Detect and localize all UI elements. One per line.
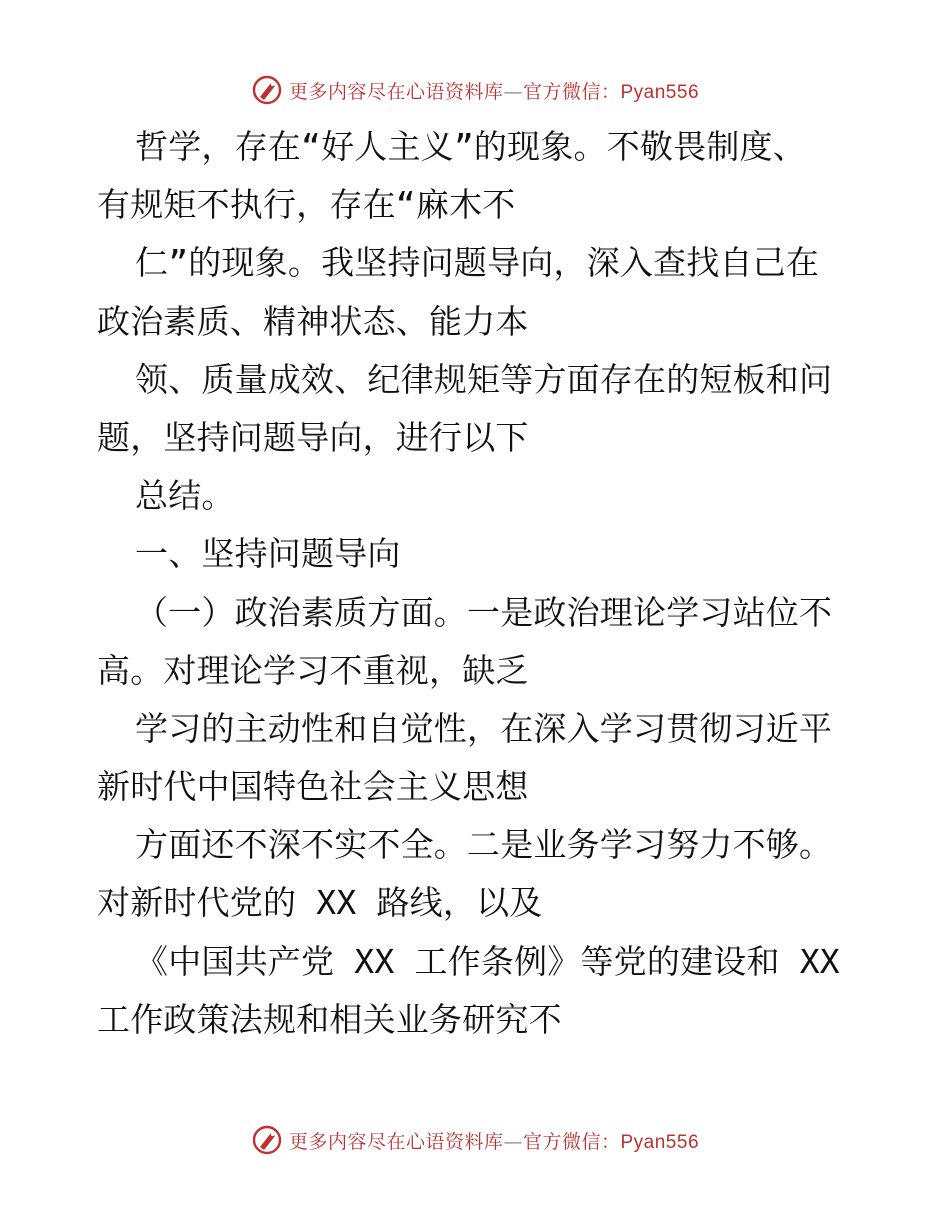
pen-nib-circle-icon — [251, 74, 283, 106]
text-line: （一）政治素质方面。一是政治理论学习站位不 — [135, 592, 833, 632]
text-line: 工作政策法规和相关业务研究不 — [97, 999, 562, 1039]
text-line: 学习的主动性和自觉性，在深入学习贯彻习近平 — [135, 708, 833, 748]
text-line: 《中国共产党 XX 工作条例》等党的建设和 XX — [135, 941, 840, 981]
text-line: 对新时代党的 XX 路线，以及 — [97, 883, 543, 923]
section-heading: 一、坚持问题导向 — [135, 534, 401, 574]
text-line: 政治素质、精神状态、能力本 — [97, 301, 529, 341]
text-line: 新时代中国特色社会主义思想 — [97, 767, 529, 807]
text-line: 仁”的现象。我坚持问题导向，深入查找自己在 — [135, 243, 820, 283]
text-line: 总结。 — [135, 476, 235, 516]
text-line: 哲学，存在“好人主义”的现象。不敬畏制度、 — [135, 127, 806, 166]
footer-watermark — [0, 1120, 950, 1160]
text-line: 方面还不深不实不全。二是业务学习努力不够。 — [135, 825, 833, 865]
text-line: 高。对理论学习不重视，缺乏 — [97, 650, 529, 690]
text-line: 有规矩不执行，存在“麻木不 — [97, 185, 516, 225]
header-watermark — [0, 70, 950, 110]
text-line: 领、质量成效、纪律规矩等方面存在的短板和问 — [135, 359, 833, 399]
text-line: 题，坚持问题导向，进行以下 — [97, 417, 529, 457]
document-body — [97, 118, 857, 1049]
watermark-text: 更多内容尽在心语资料库—官方微信：Pyan556 — [288, 1130, 700, 1153]
watermark-text: 更多内容尽在心语资料库—官方微信：Pyan556 — [288, 80, 700, 103]
pen-nib-circle-icon — [251, 1124, 283, 1156]
